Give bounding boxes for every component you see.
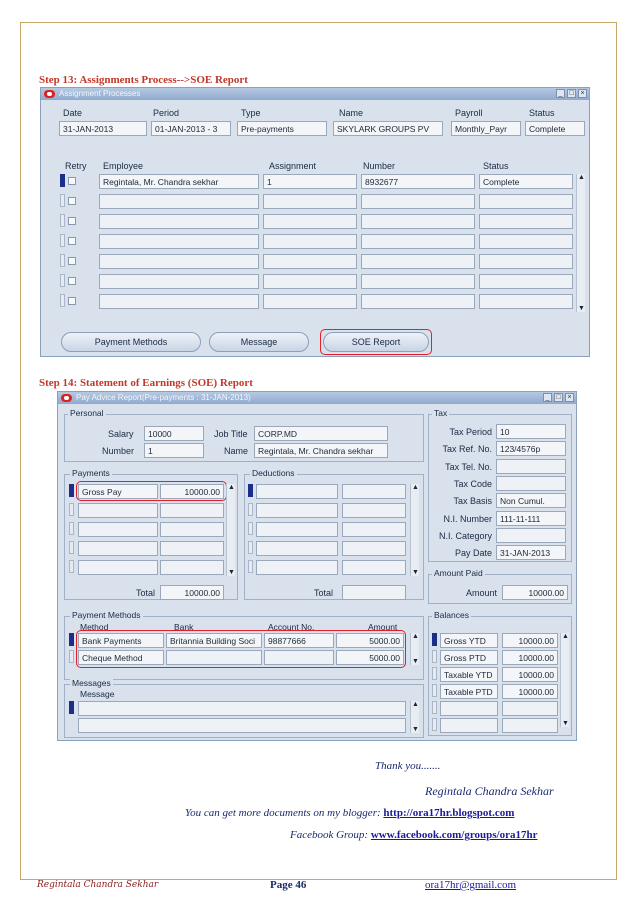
maximize-icon[interactable]: □ — [567, 89, 576, 98]
retry-header: Retry — [65, 161, 87, 171]
oracle-logo-icon — [44, 90, 55, 98]
tax-field[interactable]: 31-JAN-2013 — [496, 545, 566, 560]
window-titlebar — [41, 88, 589, 100]
name-field[interactable]: Regintala, Mr. Chandra sekhar — [254, 443, 388, 458]
salary-field[interactable]: 10000 — [144, 426, 204, 441]
footer-page: Page 46 — [270, 879, 307, 891]
footer-email[interactable]: ora17hr@gmail.com — [425, 879, 517, 891]
balances-row-marker[interactable] — [432, 633, 437, 646]
amount-paid-title: Amount Paid — [434, 568, 483, 578]
amount-label: Amount — [466, 588, 498, 598]
balances-row-marker[interactable] — [432, 650, 437, 663]
deduction-amount-field[interactable] — [342, 503, 406, 518]
assignment-field[interactable] — [263, 274, 357, 289]
payment-amount-field[interactable] — [160, 503, 224, 518]
assignment-field[interactable] — [263, 194, 357, 209]
pm-method-field[interactable]: Bank Payments — [78, 633, 164, 648]
deductions-row-marker[interactable] — [248, 522, 253, 535]
pm-scrollbar[interactable]: ▲ ▼ — [412, 633, 419, 665]
deduction-amount-field[interactable] — [342, 560, 406, 575]
balance-value-field[interactable] — [502, 718, 558, 733]
retry-checkbox[interactable] — [68, 177, 76, 185]
pm-bank-field[interactable] — [166, 650, 262, 665]
balance-value-field[interactable]: 10000.00 — [502, 684, 558, 699]
pm-amount-field[interactable]: 5000.00 — [336, 633, 404, 648]
payments-group-title: Payments — [72, 468, 110, 478]
status-field-row[interactable]: Complete — [479, 174, 573, 189]
retry-checkbox[interactable] — [68, 277, 76, 285]
gross-pay-field[interactable]: Gross Pay — [78, 484, 158, 499]
payment-amount-field[interactable] — [160, 522, 224, 537]
deduction-name-field[interactable] — [256, 503, 338, 518]
row-marker[interactable] — [60, 274, 65, 287]
row-marker[interactable] — [60, 294, 65, 307]
pm-account-field[interactable] — [264, 650, 334, 665]
pm-account-field[interactable]: 98877666 — [264, 633, 334, 648]
thanks-text: Thank you....... — [375, 760, 441, 772]
deduction-name-field[interactable] — [256, 541, 338, 556]
payment-name-field[interactable] — [78, 522, 158, 537]
minimize-icon[interactable]: _ — [556, 89, 565, 98]
payroll-label: Payroll — [455, 108, 483, 118]
blog-text: You can get more documents on my blogger: — [185, 807, 384, 819]
row-marker[interactable] — [60, 254, 65, 267]
payments-total-field[interactable]: 10000.00 — [160, 585, 224, 600]
status-header: Status — [483, 161, 509, 171]
tax-label: N.I. Category — [438, 530, 492, 541]
payments-row-marker[interactable] — [69, 484, 74, 497]
salary-label: Salary — [108, 429, 134, 439]
gross-pay-amount[interactable]: 10000.00 — [160, 484, 224, 499]
messages-scrollbar[interactable]: ▲ ▼ — [412, 701, 419, 733]
status-field[interactable]: Complete — [525, 121, 585, 136]
name-field[interactable]: SKYLARK GROUPS PV — [333, 121, 443, 136]
tax-field[interactable] — [496, 476, 566, 491]
balance-value-field[interactable]: 10000.00 — [502, 667, 558, 682]
tax-label: Pay Date — [454, 548, 492, 559]
status-field-row[interactable] — [479, 294, 573, 309]
tax-field[interactable]: 10 — [496, 424, 566, 439]
payment-methods-button[interactable]: Payment Methods — [61, 332, 201, 352]
pay-advice-window — [57, 391, 577, 741]
employee-field[interactable] — [99, 234, 259, 249]
tax-group-title: Tax — [434, 408, 448, 418]
messages-title: Messages — [72, 678, 111, 688]
gross-pay-highlight — [76, 481, 227, 501]
pm-row-marker[interactable] — [69, 633, 74, 646]
payments-row-marker[interactable] — [69, 522, 74, 535]
deduction-amount-field[interactable] — [342, 541, 406, 556]
payment-name-field[interactable] — [78, 541, 158, 556]
tax-field[interactable]: 111-11-111 — [496, 511, 566, 526]
assignment-processes-window — [40, 87, 590, 357]
assignment-header: Assignment — [269, 161, 317, 171]
status-field-row[interactable] — [479, 214, 573, 229]
window-title: Pay Advice Report(Pre-payments : 31-JAN-2013) — [76, 393, 251, 402]
message-field-2[interactable] — [78, 718, 406, 733]
deductions-row-marker[interactable] — [248, 560, 253, 573]
tax-field[interactable]: Non Cumul. — [496, 493, 566, 508]
close-icon[interactable]: × — [578, 89, 587, 98]
author-signature: Regintala Chandra Sekhar — [425, 784, 554, 798]
number-field[interactable] — [361, 294, 475, 309]
type-label: Type — [241, 108, 261, 118]
balance-label-field[interactable]: Taxable PTD — [440, 684, 498, 699]
employee-field[interactable] — [99, 294, 259, 309]
tax-label: Tax Tel. No. — [445, 461, 492, 472]
bank-header: Bank — [174, 622, 194, 632]
status-field-row[interactable] — [479, 234, 573, 249]
message-button[interactable]: Message — [209, 332, 309, 352]
name-label: Name — [224, 446, 249, 456]
balance-label-field[interactable] — [440, 701, 498, 716]
payment-amount-field[interactable] — [160, 541, 224, 556]
number-label: Number — [102, 446, 135, 456]
tax-field[interactable] — [496, 528, 566, 543]
employee-field[interactable]: Regintala, Mr. Chandra sekhar — [99, 174, 259, 189]
method-header: Method — [80, 622, 109, 632]
number-field[interactable]: 1 — [144, 443, 204, 458]
footer-author: Regintala Chandra Sekhar — [37, 880, 159, 890]
assignment-field[interactable] — [263, 254, 357, 269]
tax-label: Tax Ref. No. — [442, 444, 492, 455]
payment-amount-field[interactable] — [160, 560, 224, 575]
message-header: Message — [80, 689, 115, 699]
balance-label-field[interactable]: Gross PTD — [440, 650, 498, 665]
payment-name-field[interactable] — [78, 503, 158, 518]
deduction-name-field[interactable] — [256, 560, 338, 575]
balance-label-field[interactable] — [440, 718, 498, 733]
number-field[interactable]: 8932677 — [361, 174, 475, 189]
deductions-row-marker[interactable] — [248, 503, 253, 516]
soe-button-highlight — [320, 329, 432, 355]
balances-row-marker[interactable] — [432, 701, 437, 714]
status-field-row[interactable] — [479, 194, 573, 209]
message-field-1[interactable] — [78, 701, 406, 716]
pm-amount-field[interactable]: 5000.00 — [336, 650, 404, 665]
deduction-name-field[interactable] — [256, 522, 338, 537]
number-field[interactable] — [361, 234, 475, 249]
row-marker[interactable] — [60, 214, 65, 227]
pm-row-marker[interactable] — [69, 650, 74, 663]
account-header: Account No. — [268, 622, 315, 632]
row-marker[interactable] — [60, 194, 65, 207]
pm-bank-field[interactable]: Britannia Building Soci — [166, 633, 262, 648]
employee-field[interactable] — [99, 194, 259, 209]
number-header: Number — [363, 161, 396, 171]
assignment-field[interactable] — [263, 214, 357, 229]
maximize-icon[interactable]: □ — [554, 393, 563, 402]
payments-row-marker[interactable] — [69, 503, 74, 516]
pm-method-field[interactable]: Cheque Method — [78, 650, 164, 665]
status-field-row[interactable] — [479, 254, 573, 269]
balance-value-field[interactable] — [502, 701, 558, 716]
status-label: Status — [529, 108, 555, 118]
payments-total-label: Total — [136, 588, 156, 598]
job-title-field[interactable]: CORP.MD — [254, 426, 388, 441]
job-title-label: Job Title — [214, 429, 248, 439]
assignment-field[interactable] — [263, 234, 357, 249]
deductions-row-marker[interactable] — [248, 484, 253, 497]
balances-row-marker[interactable] — [432, 667, 437, 680]
tax-label: Tax Basis — [453, 496, 492, 507]
retry-checkbox[interactable] — [68, 237, 76, 245]
facebook-line — [290, 829, 538, 841]
tax-label: Tax Code — [453, 478, 492, 489]
balance-value-field[interactable]: 10000.00 — [502, 650, 558, 665]
payments-scrollbar[interactable]: ▲ ▼ — [228, 484, 235, 576]
deduction-amount-field[interactable] — [342, 484, 406, 499]
balances-scrollbar[interactable]: ▲ ▼ — [562, 633, 569, 727]
deductions-group-title: Deductions — [252, 468, 295, 478]
assignment-field[interactable] — [263, 294, 357, 309]
minimize-icon[interactable]: _ — [543, 393, 552, 402]
amount-header: Amount — [368, 622, 398, 632]
number-field[interactable] — [361, 194, 475, 209]
date-label: Date — [63, 108, 83, 118]
date-field[interactable]: 31-JAN-2013 — [59, 121, 147, 136]
balances-title: Balances — [434, 610, 469, 620]
close-icon[interactable]: × — [565, 393, 574, 402]
name-label: Name — [339, 108, 364, 118]
balance-label-field[interactable]: Gross YTD — [440, 633, 498, 648]
soe-report-button[interactable]: SOE Report — [323, 332, 429, 352]
balances-row-marker[interactable] — [432, 684, 437, 697]
tax-label: N.I. Number — [443, 513, 492, 524]
balances-row-marker[interactable] — [432, 718, 437, 731]
row-marker[interactable] — [60, 174, 65, 187]
employee-field[interactable] — [99, 274, 259, 289]
assignment-field[interactable]: 1 — [263, 174, 357, 189]
period-field[interactable]: 01-JAN-2013 - 3 — [151, 121, 231, 136]
window-title: Assignment Processes — [59, 89, 141, 98]
step14-heading: Step 14: Statement of Earnings (SOE) Report — [39, 377, 253, 389]
tax-field[interactable]: 123/4576p — [496, 441, 566, 456]
balance-label-field[interactable]: Taxable YTD — [440, 667, 498, 682]
deduction-amount-field[interactable] — [342, 522, 406, 537]
number-field[interactable] — [361, 254, 475, 269]
balance-value-field[interactable]: 10000.00 — [502, 633, 558, 648]
payroll-field[interactable]: Monthly_Payr — [451, 121, 521, 136]
messages-row-marker[interactable] — [69, 701, 74, 714]
retry-checkbox[interactable] — [68, 217, 76, 225]
status-field-row[interactable] — [479, 274, 573, 289]
employee-field[interactable] — [99, 214, 259, 229]
facebook-text: Facebook Group: — [290, 829, 371, 841]
deductions-row-marker[interactable] — [248, 541, 253, 554]
step13-heading: Step 13: Assignments Process-->SOE Report — [39, 74, 248, 86]
period-label: Period — [153, 108, 180, 118]
number-field[interactable] — [361, 274, 475, 289]
payments-row-marker[interactable] — [69, 560, 74, 573]
number-field[interactable] — [361, 214, 475, 229]
tax-label: Tax Period — [449, 427, 492, 437]
employee-field[interactable] — [99, 254, 259, 269]
grid-scrollbar[interactable]: ▲ ▼ — [578, 174, 585, 312]
tax-field[interactable] — [496, 459, 566, 474]
amount-paid-field[interactable]: 10000.00 — [502, 585, 568, 600]
retry-checkbox[interactable] — [68, 297, 76, 305]
deduction-name-field[interactable] — [256, 484, 338, 499]
window-titlebar — [58, 392, 576, 404]
facebook-link[interactable]: www.facebook.com/groups/ora17hr — [370, 829, 538, 841]
retry-checkbox[interactable] — [68, 257, 76, 265]
deductions-scrollbar[interactable]: ▲ ▼ — [412, 484, 419, 576]
payment-methods-title: Payment Methods — [72, 610, 141, 620]
blog-link[interactable]: http://ora17hr.blogspot.com — [383, 807, 515, 819]
employee-header: Employee — [103, 161, 144, 171]
deductions-total-field[interactable] — [342, 585, 406, 600]
payments-row-marker[interactable] — [69, 541, 74, 554]
payment-name-field[interactable] — [78, 560, 158, 575]
row-marker[interactable] — [60, 234, 65, 247]
type-field[interactable]: Pre-payments — [237, 121, 327, 136]
oracle-logo-icon — [61, 394, 72, 402]
personal-group-title: Personal — [70, 408, 104, 418]
retry-checkbox[interactable] — [68, 197, 76, 205]
blog-line — [185, 807, 514, 819]
deductions-total-label: Total — [314, 588, 334, 598]
